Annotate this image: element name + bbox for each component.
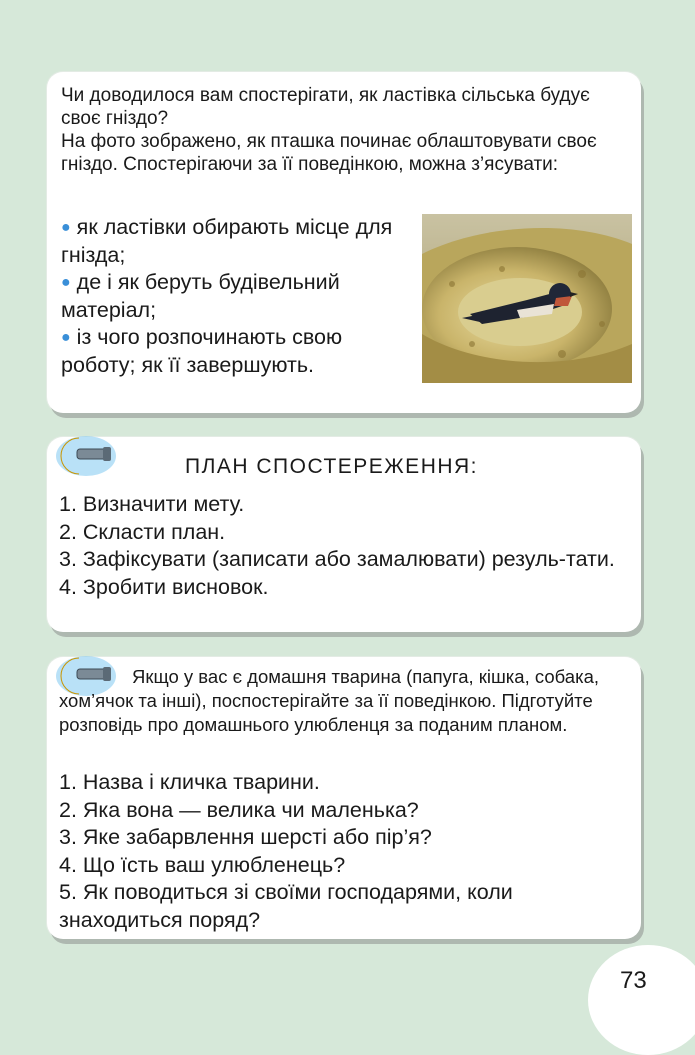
plan-list [59, 491, 629, 601]
bullet-dot-icon: ● [61, 219, 71, 236]
intro-text [61, 84, 631, 176]
list-item: 3. Яке забарвлення шерсті або пір’я? [59, 825, 432, 849]
page-number-badge [588, 945, 695, 1055]
swallow-card [47, 72, 641, 413]
bullet-dot-icon: ● [61, 329, 71, 346]
list-item: 4. Що їсть ваш улюбленець? [59, 852, 346, 877]
pet-plan-list [59, 769, 629, 934]
intro-question: Чи доводилося вам спостерігати, як ластівка сільська будує своє гніздо? [61, 85, 590, 129]
list-item: ● як ластівки обирають місце для гнізда; [61, 215, 393, 267]
list-item: 3. Зафіксувати (записати або замалювати) резуль-тати. [59, 547, 615, 571]
bullet-dot-icon: ● [61, 274, 71, 291]
list-item: 4. Зробити висновок. [59, 574, 269, 599]
swallow-photo [422, 214, 632, 383]
observation-plan-card [47, 437, 641, 632]
pet-task-text: Якщо у вас є домашня тварина (папуга, кішка, собака, хом’ячок та інші), поспостерігайте за її поведінкою. Підготуйте розповідь про домашнього улюбленця за поданим планом. [59, 666, 600, 735]
pet-task-card [47, 657, 641, 939]
plan-title: ПЛАН СПОСТЕРЕЖЕННЯ: [185, 455, 479, 478]
bullet-list [61, 214, 411, 379]
moon-telescope-icon [53, 433, 119, 479]
list-item: 5. Як поводиться зі своїми господарями, коли знаходиться поряд? [59, 880, 513, 932]
list-item: ● із чого розпочинають свою роботу; як її завершують. [61, 325, 343, 377]
list-item: 2. Скласти план. [59, 519, 226, 544]
list-item: ● де і як беруть будівельний матеріал; [61, 270, 340, 322]
list-item: 1. Назва і кличка тварини. [59, 770, 320, 794]
list-item: 2. Яка вона — велика чи маленька? [59, 797, 419, 822]
page-number: 73 [620, 967, 647, 994]
swallow-nest-illustration [422, 214, 632, 383]
intro-description: На фото зображено, як пташка починає облаштовувати своє гніздо. Спостерігаючи за її поведінкою, можна з’ясувати: [61, 131, 597, 175]
list-item: 1. Визначити мету. [59, 492, 245, 516]
